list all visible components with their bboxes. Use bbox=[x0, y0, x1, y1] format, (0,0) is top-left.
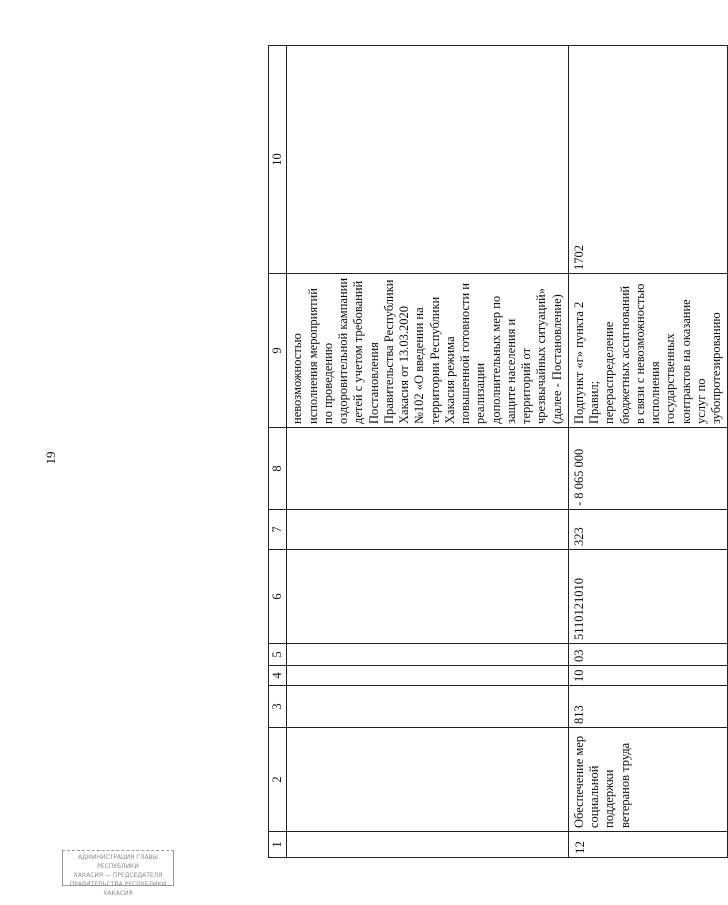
header-col-7: 7 bbox=[268, 510, 286, 550]
header-col-5: 5 bbox=[268, 644, 286, 666]
table-row bbox=[568, 46, 728, 858]
code-1702: 1702 bbox=[568, 46, 728, 274]
cell bbox=[286, 832, 568, 858]
cell bbox=[286, 428, 568, 510]
header-row bbox=[268, 46, 286, 858]
target-article-code: 5110121010 bbox=[568, 550, 728, 644]
subsection-code: 03 bbox=[568, 644, 728, 666]
registration-stamp bbox=[62, 850, 174, 897]
header-col-1: 1 bbox=[268, 832, 286, 858]
stamp-line: ХАКАСИЯ — ПРЕДСЕДАТЕЛЯ bbox=[73, 872, 163, 879]
cell bbox=[286, 686, 568, 728]
section-code: 10 bbox=[568, 666, 728, 686]
header-col-3: 3 bbox=[268, 686, 286, 728]
table-container bbox=[268, 46, 723, 858]
header-col-8: 8 bbox=[268, 428, 286, 510]
cell bbox=[286, 46, 568, 274]
cell bbox=[286, 728, 568, 832]
header-col-2: 2 bbox=[268, 728, 286, 832]
ministry-code: 813 bbox=[568, 686, 728, 728]
header-col-6: 6 bbox=[268, 550, 286, 644]
cell bbox=[286, 644, 568, 666]
row-number: 12 bbox=[568, 832, 728, 858]
expense-type-code: 323 bbox=[568, 510, 728, 550]
stamp-line: ПРАВИТЕЛЬСТВА РЕСПУБЛИКИ ХАКАСИЯ bbox=[69, 881, 167, 897]
justification: Подпункт «г» пункта 2 Правил; перераспределение бюджетных ассигнований в связи с невозможностью исполнения государственных контрактов на оказание услуг по зубопротезированию bbox=[568, 274, 728, 428]
cell bbox=[286, 550, 568, 644]
header-col-9: 9 bbox=[268, 274, 286, 428]
cell bbox=[286, 666, 568, 686]
measure-name: Обеспечение мер социальной поддержки ветеранов труда bbox=[568, 728, 728, 832]
amount: - 8 065 000 bbox=[568, 428, 728, 510]
budget-table bbox=[268, 45, 728, 858]
cell bbox=[286, 510, 568, 550]
header-col-10: 10 bbox=[268, 46, 286, 274]
justification-continuation: невозможностью исполнения мероприятий по проведению оздоровительной кампании детей с учетом требований Постановления Правительства Республики Хакасия от 13.03.2020 №102 «О введении на территории Республики Хакасия режима повышенной готовности и реализации дополнительных мер по защите населения и территорий от чрезвычайных ситуаций» (далее - Постановление) bbox=[286, 274, 568, 428]
header-col-4: 4 bbox=[268, 666, 286, 686]
page-number: 19 bbox=[43, 451, 58, 465]
continuation-row bbox=[286, 46, 568, 858]
stamp-line: АДМИНИСТРАЦИЯ ГЛАВЫ РЕСПУБЛИКИ bbox=[78, 854, 158, 870]
